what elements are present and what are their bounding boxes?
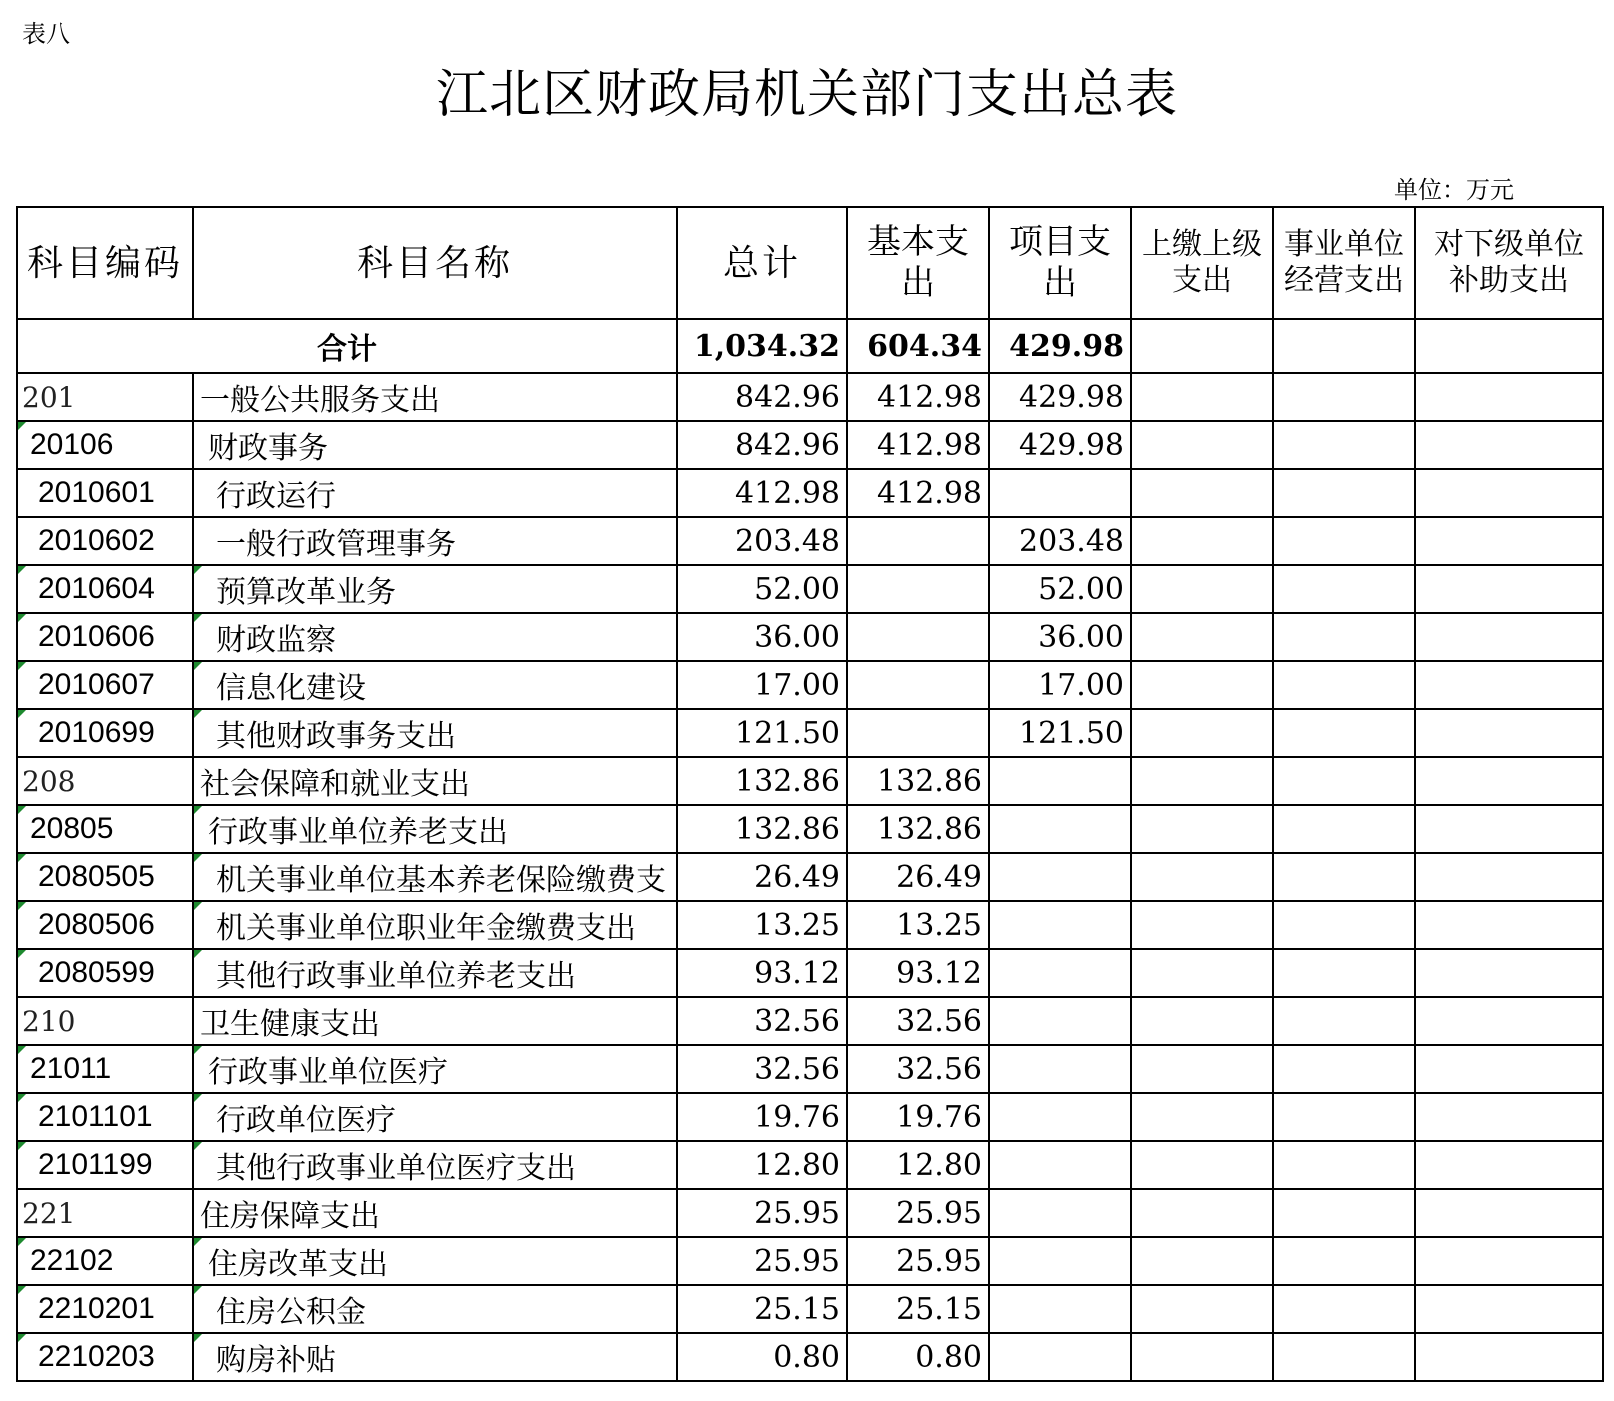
row-basic: 32.56 — [847, 1045, 989, 1093]
row-business — [1273, 709, 1415, 757]
row-project — [989, 997, 1131, 1045]
row-subsidy — [1415, 1045, 1603, 1093]
row-basic: 0.80 — [847, 1333, 989, 1381]
row-name: 行政单位医疗 — [193, 1093, 677, 1141]
header-row — [17, 207, 1603, 319]
row-subsidy — [1415, 853, 1603, 901]
row-project — [989, 805, 1131, 853]
row-subsidy — [1415, 1141, 1603, 1189]
row-upper — [1131, 709, 1273, 757]
row-basic — [847, 661, 989, 709]
row-subsidy — [1415, 997, 1603, 1045]
summary-subsidy — [1415, 319, 1603, 373]
row-project — [989, 853, 1131, 901]
table-row — [17, 613, 1603, 661]
row-business — [1273, 1333, 1415, 1381]
table-row — [17, 373, 1603, 421]
row-project: 17.00 — [989, 661, 1131, 709]
summary-business — [1273, 319, 1415, 373]
row-basic — [847, 613, 989, 661]
row-code: 2010602 — [17, 517, 193, 565]
row-name: 卫生健康支出 — [193, 997, 677, 1045]
row-name: 住房改革支出 — [193, 1237, 677, 1285]
row-business — [1273, 853, 1415, 901]
row-name: 住房公积金 — [193, 1285, 677, 1333]
row-name: 机关事业单位职业年金缴费支出 — [193, 901, 677, 949]
row-basic — [847, 565, 989, 613]
header-upper: 上缴上级支出 — [1131, 207, 1273, 319]
row-project — [989, 949, 1131, 997]
row-name: 预算改革业务 — [193, 565, 677, 613]
row-project — [989, 1189, 1131, 1237]
row-code: 2210201 — [17, 1285, 193, 1333]
row-name: 其他行政事业单位医疗支出 — [193, 1141, 677, 1189]
row-project: 429.98 — [989, 373, 1131, 421]
row-code: 21011 — [17, 1045, 193, 1093]
row-business — [1273, 373, 1415, 421]
row-upper — [1131, 469, 1273, 517]
row-project — [989, 1333, 1131, 1381]
page-title: 江北区财政局机关部门支出总表 — [435, 65, 1178, 125]
summary-upper — [1131, 319, 1273, 373]
header-name: 科目名称 — [193, 207, 677, 319]
row-business — [1273, 661, 1415, 709]
row-code: 210 — [17, 997, 193, 1045]
row-subsidy — [1415, 1285, 1603, 1333]
row-basic: 25.15 — [847, 1285, 989, 1333]
row-total: 26.49 — [677, 853, 847, 901]
table-row — [17, 709, 1603, 757]
header-total: 总计 — [677, 207, 847, 319]
table-row — [17, 1285, 1603, 1333]
table-row — [17, 949, 1603, 997]
row-name: 行政事业单位医疗 — [193, 1045, 677, 1093]
row-subsidy — [1415, 613, 1603, 661]
table-row — [17, 565, 1603, 613]
row-basic: 412.98 — [847, 373, 989, 421]
row-name: 财政监察 — [193, 613, 677, 661]
row-upper — [1131, 949, 1273, 997]
table-row — [17, 757, 1603, 805]
row-name: 一般行政管理事务 — [193, 517, 677, 565]
row-name: 财政事务 — [193, 421, 677, 469]
row-business — [1273, 757, 1415, 805]
row-basic: 12.80 — [847, 1141, 989, 1189]
row-code: 2080505 — [17, 853, 193, 901]
table-row — [17, 1237, 1603, 1285]
row-code: 2010699 — [17, 709, 193, 757]
row-subsidy — [1415, 373, 1603, 421]
row-upper — [1131, 565, 1273, 613]
header-business: 事业单位经营支出 — [1273, 207, 1415, 319]
row-subsidy — [1415, 469, 1603, 517]
table-row — [17, 1045, 1603, 1093]
row-business — [1273, 1189, 1415, 1237]
table-row — [17, 469, 1603, 517]
row-name: 购房补贴 — [193, 1333, 677, 1381]
row-code: 20805 — [17, 805, 193, 853]
row-name: 其他财政事务支出 — [193, 709, 677, 757]
row-total: 25.95 — [677, 1237, 847, 1285]
row-project — [989, 1045, 1131, 1093]
row-code: 2080599 — [17, 949, 193, 997]
summary-basic: 604.34 — [847, 319, 989, 373]
header-subsidy: 对下级单位补助支出 — [1415, 207, 1603, 319]
row-total: 132.86 — [677, 805, 847, 853]
row-basic: 13.25 — [847, 901, 989, 949]
row-total: 132.86 — [677, 757, 847, 805]
row-basic: 32.56 — [847, 997, 989, 1045]
row-basic: 412.98 — [847, 469, 989, 517]
row-name: 其他行政事业单位养老支出 — [193, 949, 677, 997]
row-basic — [847, 709, 989, 757]
row-basic: 412.98 — [847, 421, 989, 469]
row-subsidy — [1415, 709, 1603, 757]
row-subsidy — [1415, 1237, 1603, 1285]
row-business — [1273, 421, 1415, 469]
row-code: 2080506 — [17, 901, 193, 949]
row-subsidy — [1415, 1333, 1603, 1381]
row-subsidy — [1415, 565, 1603, 613]
row-upper — [1131, 1045, 1273, 1093]
row-code: 2010601 — [17, 469, 193, 517]
row-total: 203.48 — [677, 517, 847, 565]
row-upper — [1131, 661, 1273, 709]
row-total: 19.76 — [677, 1093, 847, 1141]
table-row — [17, 901, 1603, 949]
row-business — [1273, 1285, 1415, 1333]
row-total: 12.80 — [677, 1141, 847, 1189]
table-row — [17, 805, 1603, 853]
row-subsidy — [1415, 949, 1603, 997]
row-project — [989, 1141, 1131, 1189]
row-subsidy — [1415, 757, 1603, 805]
row-business — [1273, 997, 1415, 1045]
row-subsidy — [1415, 1189, 1603, 1237]
row-business — [1273, 901, 1415, 949]
row-total: 121.50 — [677, 709, 847, 757]
row-upper — [1131, 613, 1273, 661]
row-basic: 132.86 — [847, 805, 989, 853]
row-business — [1273, 469, 1415, 517]
row-code: 2101101 — [17, 1093, 193, 1141]
row-business — [1273, 949, 1415, 997]
table-row — [17, 517, 1603, 565]
row-code: 22102 — [17, 1237, 193, 1285]
row-upper — [1131, 373, 1273, 421]
row-business — [1273, 1237, 1415, 1285]
header-basic: 基本支出 — [847, 207, 989, 319]
row-code: 2101199 — [17, 1141, 193, 1189]
summary-total: 1,034.32 — [677, 319, 847, 373]
row-basic — [847, 517, 989, 565]
table-row — [17, 1189, 1603, 1237]
row-subsidy — [1415, 805, 1603, 853]
row-name: 社会保障和就业支出 — [193, 757, 677, 805]
row-code: 2210203 — [17, 1333, 193, 1381]
row-upper — [1131, 1093, 1273, 1141]
row-code: 221 — [17, 1189, 193, 1237]
row-name: 行政运行 — [193, 469, 677, 517]
row-total: 842.96 — [677, 421, 847, 469]
row-name: 一般公共服务支出 — [193, 373, 677, 421]
summary-label: 合计 — [17, 319, 677, 373]
summary-project: 429.98 — [989, 319, 1131, 373]
row-project: 36.00 — [989, 613, 1131, 661]
row-total: 25.15 — [677, 1285, 847, 1333]
row-name: 行政事业单位养老支出 — [193, 805, 677, 853]
row-upper — [1131, 901, 1273, 949]
summary-row — [17, 319, 1603, 373]
row-total: 52.00 — [677, 565, 847, 613]
row-code: 2010604 — [17, 565, 193, 613]
row-project: 429.98 — [989, 421, 1131, 469]
table-row — [17, 1333, 1603, 1381]
row-business — [1273, 805, 1415, 853]
row-basic: 19.76 — [847, 1093, 989, 1141]
row-project: 52.00 — [989, 565, 1131, 613]
table-number-label: 表八 — [22, 20, 70, 48]
row-project — [989, 1237, 1131, 1285]
row-project: 203.48 — [989, 517, 1131, 565]
row-code: 2010606 — [17, 613, 193, 661]
row-business — [1273, 1141, 1415, 1189]
row-code: 2010607 — [17, 661, 193, 709]
row-total: 412.98 — [677, 469, 847, 517]
row-project — [989, 901, 1131, 949]
row-total: 32.56 — [677, 1045, 847, 1093]
row-total: 93.12 — [677, 949, 847, 997]
header-code: 科目编码 — [17, 207, 193, 319]
header-project: 项目支出 — [989, 207, 1131, 319]
table-row — [17, 997, 1603, 1045]
row-code: 208 — [17, 757, 193, 805]
row-project — [989, 1093, 1131, 1141]
row-upper — [1131, 1189, 1273, 1237]
row-upper — [1131, 421, 1273, 469]
row-total: 25.95 — [677, 1189, 847, 1237]
row-upper — [1131, 805, 1273, 853]
row-subsidy — [1415, 421, 1603, 469]
row-business — [1273, 1093, 1415, 1141]
row-total: 842.96 — [677, 373, 847, 421]
row-code: 201 — [17, 373, 193, 421]
row-upper — [1131, 853, 1273, 901]
row-business — [1273, 565, 1415, 613]
row-total: 36.00 — [677, 613, 847, 661]
row-business — [1273, 613, 1415, 661]
row-total: 0.80 — [677, 1333, 847, 1381]
row-name: 机关事业单位基本养老保险缴费支 — [193, 853, 677, 901]
row-business — [1273, 1045, 1415, 1093]
row-subsidy — [1415, 1093, 1603, 1141]
row-subsidy — [1415, 901, 1603, 949]
table-row — [17, 1141, 1603, 1189]
row-project — [989, 757, 1131, 805]
row-upper — [1131, 997, 1273, 1045]
row-basic: 93.12 — [847, 949, 989, 997]
row-total: 13.25 — [677, 901, 847, 949]
row-total: 17.00 — [677, 661, 847, 709]
row-total: 32.56 — [677, 997, 847, 1045]
unit-label: 单位：万元 — [1394, 176, 1514, 204]
row-name: 信息化建设 — [193, 661, 677, 709]
row-subsidy — [1415, 517, 1603, 565]
row-subsidy — [1415, 661, 1603, 709]
row-basic: 26.49 — [847, 853, 989, 901]
table-row — [17, 421, 1603, 469]
row-name: 住房保障支出 — [193, 1189, 677, 1237]
row-upper — [1131, 1141, 1273, 1189]
row-code: 20106 — [17, 421, 193, 469]
row-project: 121.50 — [989, 709, 1131, 757]
row-upper — [1131, 517, 1273, 565]
row-upper — [1131, 1333, 1273, 1381]
table-row — [17, 853, 1603, 901]
expenditure-table — [16, 206, 1604, 1382]
row-upper — [1131, 1237, 1273, 1285]
table-row — [17, 1093, 1603, 1141]
row-basic: 25.95 — [847, 1237, 989, 1285]
row-upper — [1131, 1285, 1273, 1333]
row-business — [1273, 517, 1415, 565]
row-basic: 132.86 — [847, 757, 989, 805]
row-upper — [1131, 757, 1273, 805]
table-row — [17, 661, 1603, 709]
row-project — [989, 469, 1131, 517]
row-basic: 25.95 — [847, 1189, 989, 1237]
row-project — [989, 1285, 1131, 1333]
